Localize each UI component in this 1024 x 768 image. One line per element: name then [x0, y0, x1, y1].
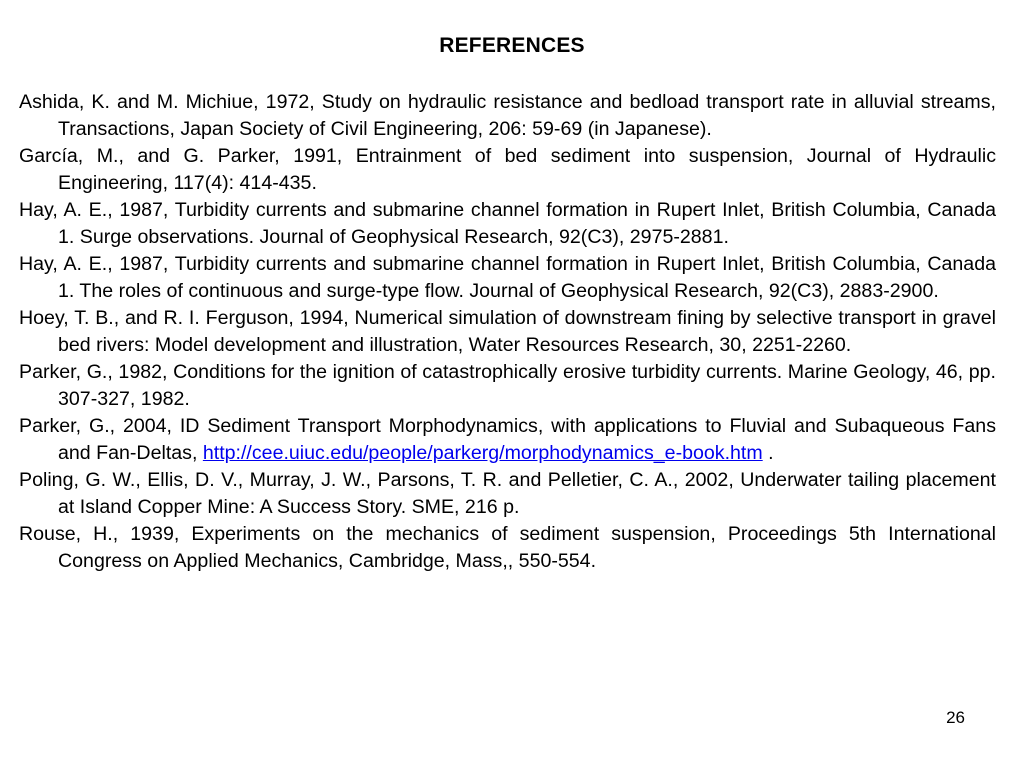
page-title: REFERENCES	[439, 34, 585, 57]
reference-item-hay-1987-surge: Hay, A. E., 1987, Turbidity currents and submarine channel formation in Rupert Inlet, British Columbia, Canada 1. Surge observations. Journal of Geophysical Research, 92(C3), 2975-2881.	[19, 199, 996, 248]
reference-list	[19, 89, 996, 575]
reference-item-hay-1987-roles: Hay, A. E., 1987, Turbidity currents and submarine channel formation in Rupert Inlet, British Columbia, Canada 1. The roles of continuous and surge-type flow. Journal of Geophysical Research, 92(C3), 2883-2900.	[19, 253, 996, 302]
ebook-link[interactable]: http://cee.uiuc.edu/people/parkerg/morphodynamics_e-book.htm	[202, 442, 763, 464]
reference-text: Parker, G., 2004, ID Sediment Transport Morphodynamics, with applications to Fluvial and Subaqueous Fans and Fan-Deltas,	[19, 415, 996, 464]
reference-text-end: .	[762, 442, 774, 464]
reference-item-parker-1982: Parker, G., 1982, Conditions for the ignition of catastrophically erosive turbidity currents. Marine Geology, 46, pp. 307-327, 1982.	[19, 361, 996, 410]
reference-item-ashida-1972: Ashida, K. and M. Michiue, 1972, Study on hydraulic resistance and bedload transport rate in alluvial streams, Transactions, Japan Society of Civil Engineering, 206: 59-69 (in Japanese).	[19, 91, 996, 140]
reference-item-garcia-1991: García, M., and G. Parker, 1991, Entrainment of bed sediment into suspension, Journal of Hydraulic Engineering, 117(4): 414-435.	[19, 145, 996, 194]
reference-item-parker-2004	[19, 413, 996, 467]
reference-item-hoey-1994: Hoey, T. B., and R. I. Ferguson, 1994, Numerical simulation of downstream fining by selective transport in gravel bed rivers: Model development and illustration, Water Resources Research, 30, 2251-2260.	[19, 307, 996, 356]
reference-item-rouse-1939: Rouse, H., 1939, Experiments on the mechanics of sediment suspension, Proceedings 5th International Congress on Applied Mechanics, Cambridge, Mass,, 550-554.	[19, 523, 996, 572]
reference-item-poling-2002: Poling, G. W., Ellis, D. V., Murray, J. W., Parsons, T. R. and Pelletier, C. A., 2002, Underwater tailing placement at Island Copper Mine: A Success Story. SME, 216 p.	[19, 469, 996, 518]
page-number: 26	[946, 708, 965, 727]
